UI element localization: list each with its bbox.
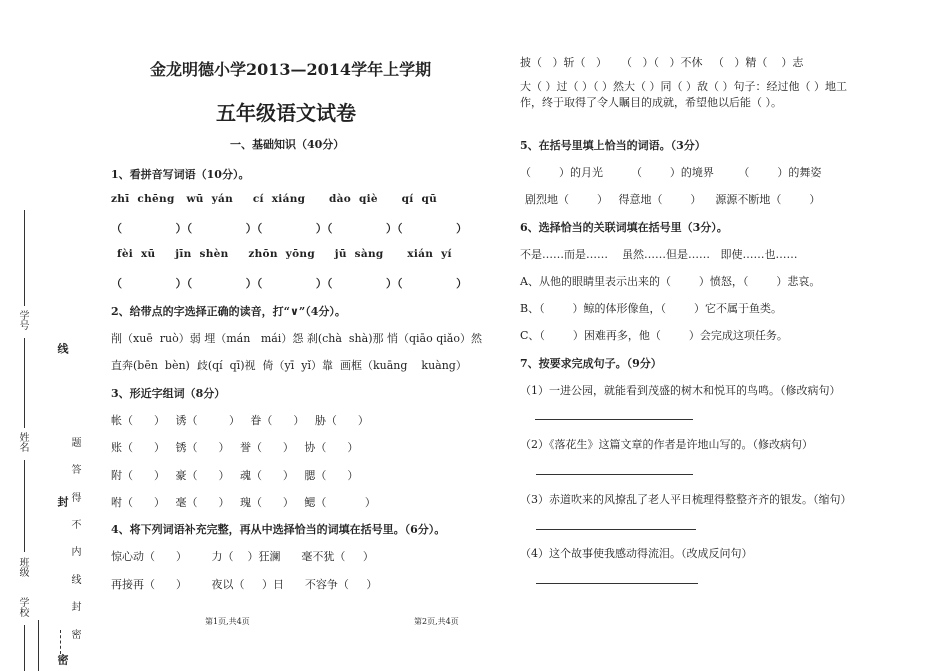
q2-line1: 削（xuē ruò）弱 埋（mán mái）怨 刹(chà shà)那 悄（qiāo qiǎo）然 [111,332,482,345]
q6-b: B、（ ）鲸的体形像鱼，（ ）它不属于鱼类。 [520,302,783,315]
q4-heading: 4、将下列词语补充完整，再从中选择恰当的词填在括号里。（6分）。 [111,523,446,536]
margin-line-5 [38,620,39,671]
q3-row4: 咐（ ） 毫（ ） 瑰（ ） 鳃（ ） [111,496,376,509]
margin-char-nei: 内 [69,546,80,556]
margin-char-bu: 不 [69,519,80,529]
q7-s1: （1）一进公园，就能看到茂盛的树木和悦耳的鸟鸣。（修改病句） [520,384,841,397]
exam-title: 五年级语文试卷 [216,101,356,125]
margin-label-xuexiao: 学校 [17,597,28,617]
margin-char-da: 答 [69,464,80,474]
q1-pinyin-row1: zhī chēng wū yán cí xiáng dào qiè qí qū [111,193,438,205]
margin-mark-mi: 密 [56,654,69,665]
q5-heading: 5、在括号里填上恰当的词语。（3分） [520,139,706,152]
q4-row2: 再接再（ ） 夜以（ ）日 不容争（ ） [111,578,378,591]
margin-label-xuehao: 学号 [17,310,28,330]
q3-row3: 附（ ） 豪（ ） 魂（ ） 腮（ ） [111,469,359,482]
q7-answer-line3[interactable] [536,529,696,530]
margin-line-4 [24,625,25,671]
margin-char-xian: 线 [69,574,80,584]
q1-pinyin-row2: fèi xū jīn shèn zhōn yōng jū sàng xián yí [117,248,452,260]
q2-heading: 2、给带点的字选择正确的读音，打“∨”（4分）。 [111,305,346,318]
margin-char-de: 得 [69,492,80,502]
q2-line2: 直奔(bēn bèn) 歧(qí qī)视 倚（yī yǐ）靠 画框（kuāng kuàng） [111,359,467,372]
q5-row2: 剧烈地（ ） 得意地（ ） 源源不断地（ ） [525,193,821,206]
q3-row2: 账（ ） 锈（ ） 誉（ ） 协（ ） [111,441,359,454]
q4-right-row1: 披（ ）斩（ ） （ ）（ ）不休 （ ）精（ ）志 [520,56,804,69]
q3-heading: 3、形近字组词（8分） [111,387,226,400]
q7-answer-line1[interactable] [535,419,693,420]
q7-s2: （2）《落花生》这篇文章的作者是许地山写的。（修改病句） [520,438,813,451]
q6-heading: 6、选择恰当的关联词填在括号里（3分）。 [520,221,728,234]
part1-heading: 一、基础知识（40分） [230,138,345,151]
q1-heading: 1、看拼音写词语（10分）。 [111,168,250,181]
margin-label-banji: 班级 [17,557,28,577]
margin-line-1 [24,210,25,306]
q4-right-paragraph: 大（ ）过（ ）（ ）然大（ ）同（ ）敌（ ）句子：经过他（ ）地工作，终于取得了令人瞩目的成就，希望他以后能（ ）。 [520,80,847,109]
school-title: 金龙明德小学2013—2014学年上学期 [150,60,432,79]
margin-label-xingming: 姓名 [17,432,28,452]
footer-page2: 第2页,共4页 [414,617,459,626]
q7-heading: 7、按要求完成句子。（9分） [520,357,662,370]
margin-char-ti: 题 [69,437,80,447]
q1-paren-row1: （ ）（ ）（ ）（ ）（ ） [111,222,468,235]
q3-row1: 帐（ ） 诱（ ） 眷（ ） 胁（ ） [111,414,369,427]
q7-s3: （3）赤道吹来的风撩乱了老人平日梳理得整整齐齐的银发。（缩句） [520,493,852,506]
margin-char-mi: 密 [69,629,80,639]
margin-dashed-line [60,630,61,654]
q6-a: A、从他的眼睛里表示出来的（ ）愤怒，（ ）悲哀。 [520,275,821,288]
margin-mark-feng: 封 [56,496,69,507]
margin-mark-xian: 线 [56,343,69,354]
margin-char-feng: 封 [69,601,80,611]
margin-line-3 [24,460,25,552]
q7-s4: （4）这个故事使我感动得流泪。（改成反问句） [520,547,753,560]
q6-options: 不是……而是…… 虽然……但是…… 即使……也…… [520,248,798,261]
q7-answer-line2[interactable] [536,474,693,475]
q7-answer-line4[interactable] [536,583,698,584]
footer-page1: 第1页,共4页 [205,617,250,626]
q4-row1: 惊心动（ ） 力（ ）狂澜 毫不犹（ ） [111,550,374,563]
q5-row1: （ ）的月光 （ ）的境界 （ ）的舞姿 [520,166,822,179]
q1-paren-row2: （ ）（ ）（ ）（ ）（ ） [111,277,468,290]
q6-c: C、（ ）困难再多，他（ ）会完成这项任务。 [520,329,788,342]
margin-line-2 [24,338,25,428]
